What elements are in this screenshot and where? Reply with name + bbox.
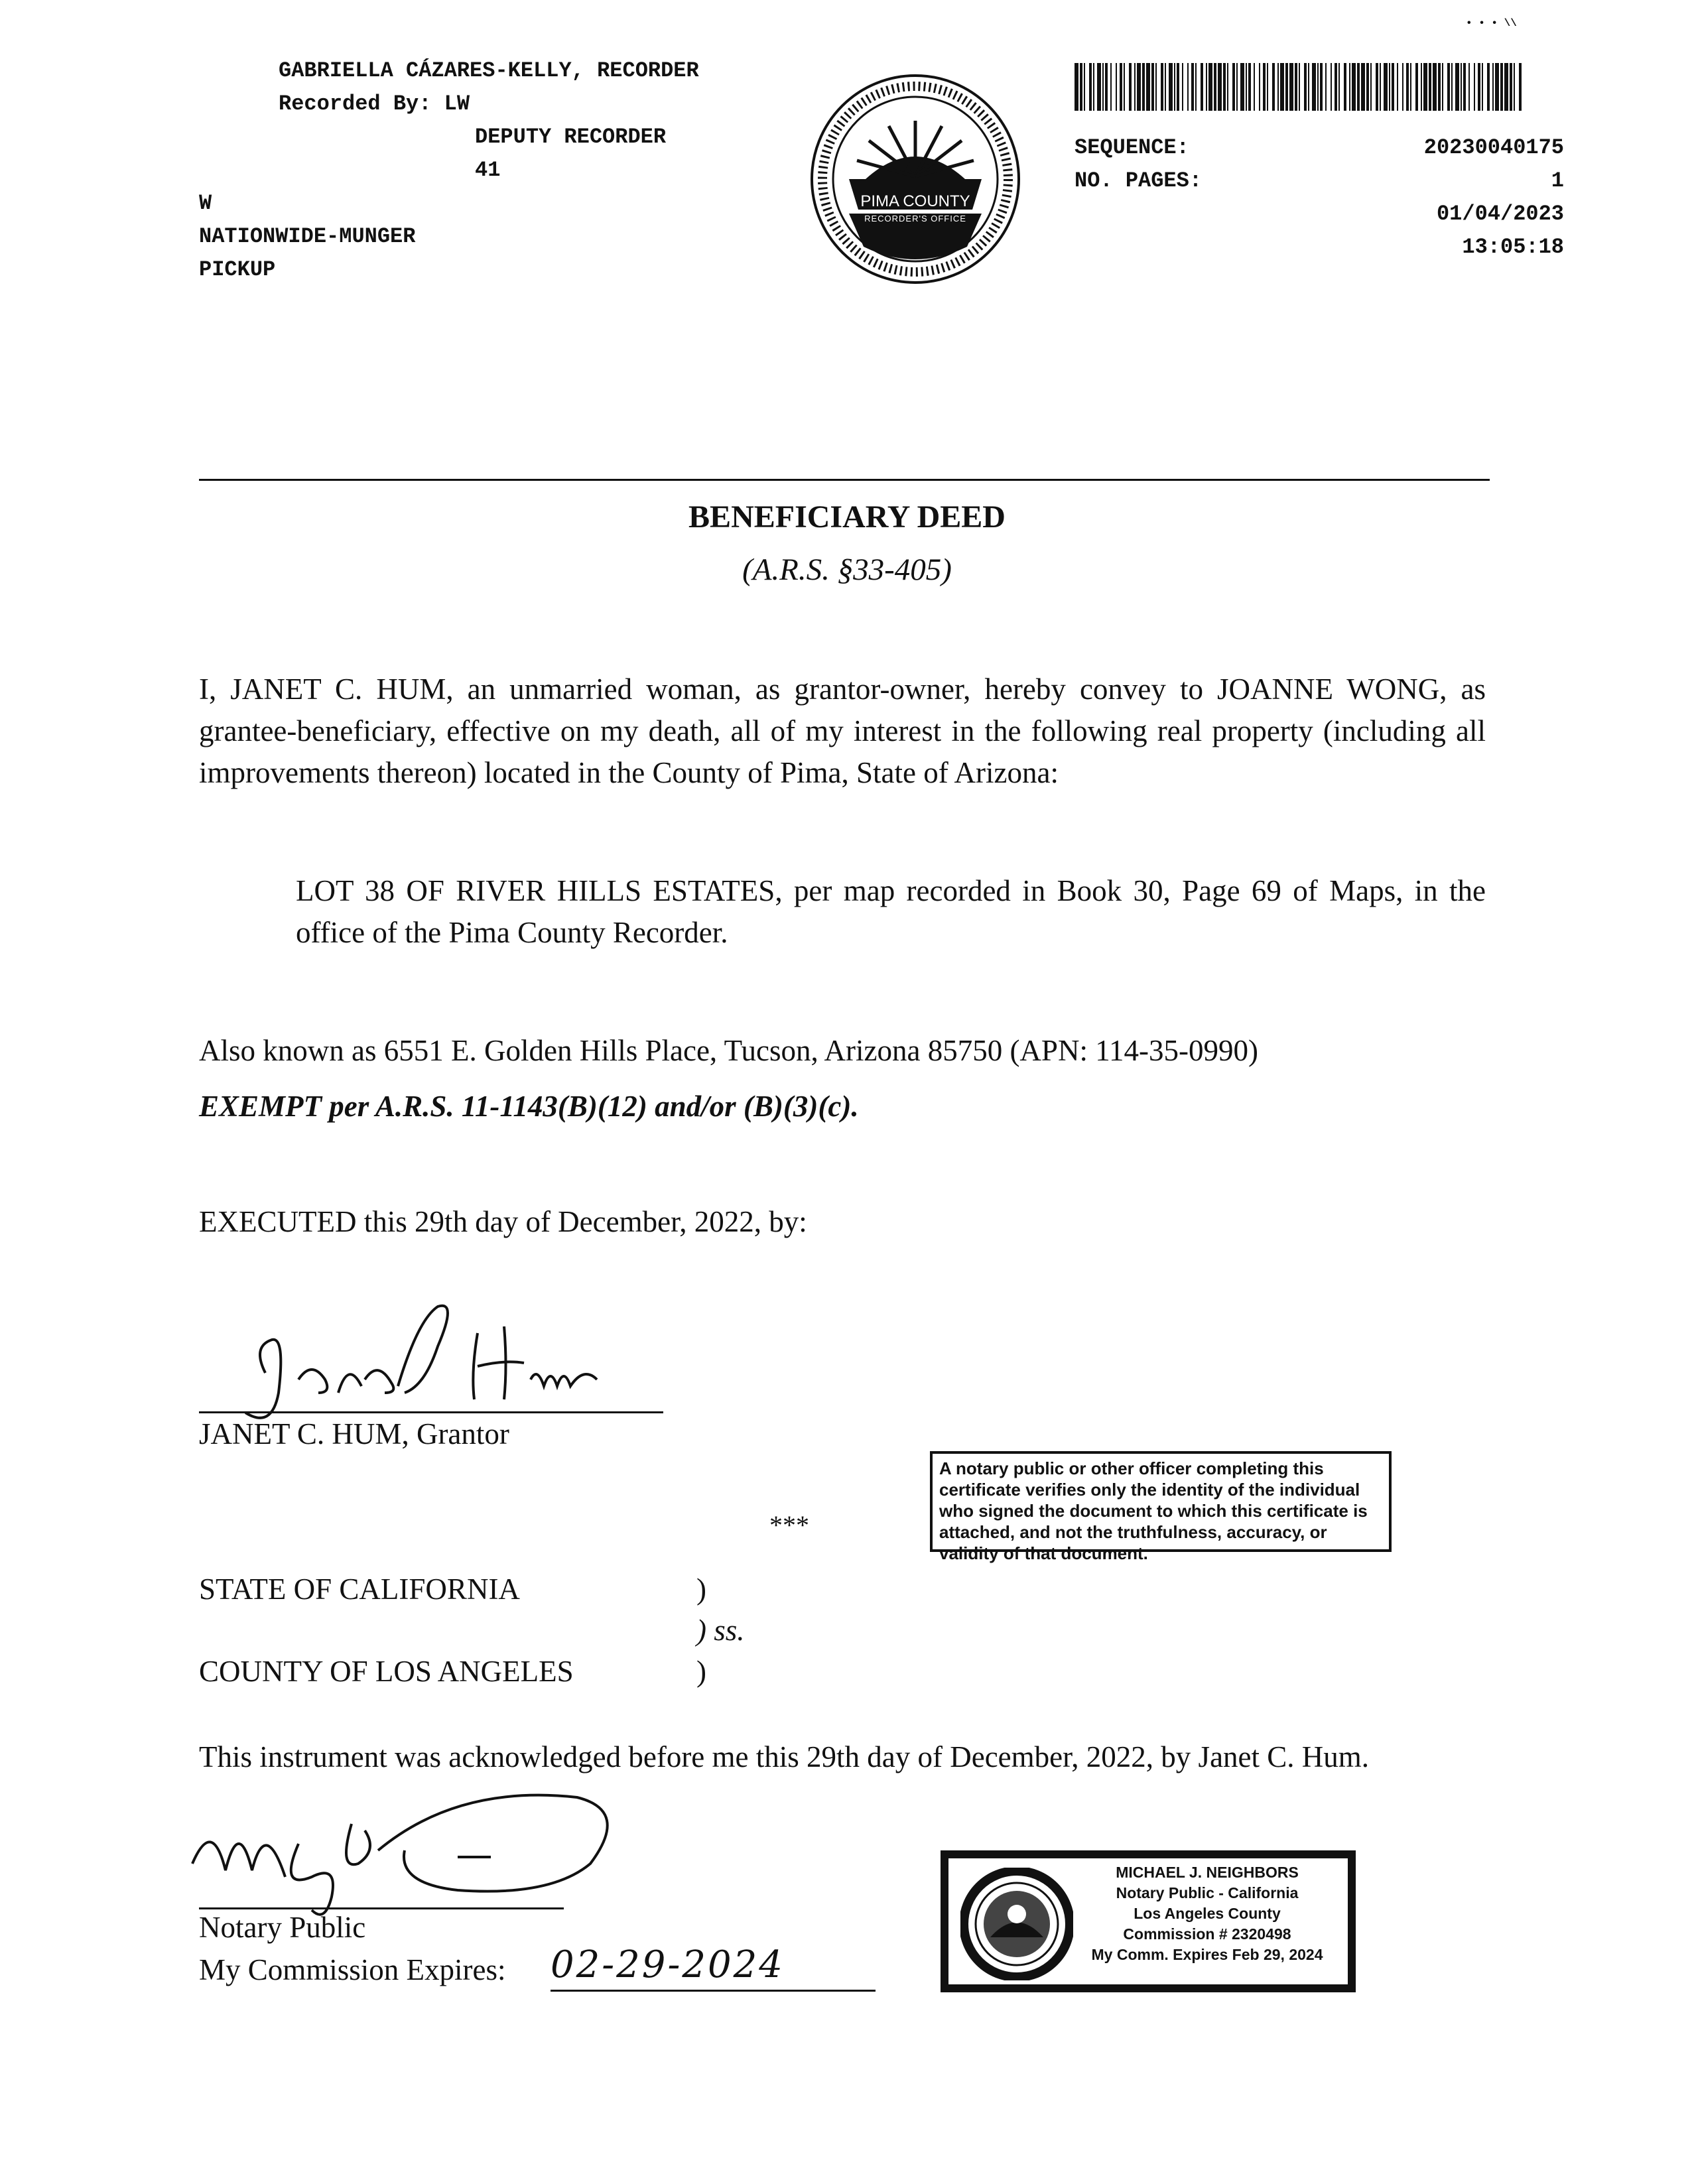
venue-paren-1: ): [696, 1573, 706, 1606]
return-company: NATIONWIDE-MUNGER: [199, 224, 416, 249]
stamp-commission: Commission # 2320498: [1123, 1925, 1291, 1943]
return-block: [199, 187, 415, 287]
document-subtitle: (A.R.S. §33-405): [742, 552, 952, 587]
county-seal-graphic: [809, 73, 1021, 285]
sequence-values: [1260, 131, 1564, 264]
state-seal-icon: [960, 1868, 1073, 1980]
return-code: W: [199, 191, 212, 216]
notary-stamp: [941, 1850, 1356, 1992]
recorded-by: Recorded By: LW: [279, 92, 470, 116]
stamp-county: Los Angeles County: [1134, 1905, 1281, 1922]
county-seal: [809, 73, 1021, 285]
stamp-expires: My Comm. Expires Feb 29, 2024: [1091, 1946, 1323, 1963]
legal-description: LOT 38 OF RIVER HILLS ESTATES, per map recorded in Book 30, Page 69 of Maps, in the office of the Pima County Recorder.: [296, 874, 1486, 949]
grantor-label: JANET C. HUM, Grantor: [199, 1417, 509, 1450]
separator-stars: ***: [769, 1510, 809, 1540]
commission-date: 02-29-2024: [551, 1943, 785, 1986]
seal-text-county: PIMA COUNTY: [860, 192, 970, 210]
sequence-label: SEQUENCE:: [1075, 135, 1189, 160]
document-title: BENEFICIARY DEED: [688, 499, 1006, 535]
venue-paren-2: ): [696, 1655, 706, 1688]
notary-disclaimer-box: A notary public or other officer completing this certificate verifies only the identity of the individual who signed the document to which this certificate is attached, and not the truthfulness, accuracy, or validity of that document.: [930, 1451, 1392, 1552]
deputy-number: 41: [475, 158, 501, 182]
record-time: 13:05:18: [1462, 235, 1564, 259]
page-count: 1: [1551, 168, 1564, 193]
sequence-number: 20230040175: [1423, 135, 1564, 160]
seal-text-office: RECORDER'S OFFICE: [864, 214, 966, 224]
recorder-name: GABRIELLA CÁZARES-KELLY, RECORDER: [279, 58, 699, 83]
commission-line: [551, 1990, 876, 1992]
grantor-signature-line: [199, 1411, 663, 1413]
acknowledgment: This instrument was acknowledged before me this 29th day of December, 2022, by Janet C. Hum.: [199, 1740, 1370, 1773]
record-date: 01/04/2023: [1436, 202, 1564, 226]
sequence-labels: [1075, 131, 1202, 198]
exemption-line: EXEMPT per A.R.S. 11-1143(B)(12) and/or (B)(3)(c).: [199, 1090, 859, 1123]
stamp-text: [1075, 1862, 1340, 1965]
executed-line: EXECUTED this 29th day of December, 2022, by:: [199, 1205, 807, 1238]
return-pickup: PICKUP: [199, 257, 276, 282]
header-divider: [199, 479, 1490, 481]
corner-marks: • • • \\: [1466, 17, 1517, 29]
deputy-block: [475, 121, 666, 187]
notary-signature-line: [199, 1907, 564, 1909]
stamp-name: MICHAEL J. NEIGHBORS: [1116, 1864, 1299, 1881]
pages-label: NO. PAGES:: [1075, 168, 1203, 193]
property-address: Also known as 6551 E. Golden Hills Place, Tucson, Arizona 85750 (APN: 114-35-0990): [199, 1034, 1258, 1067]
barcode: [1075, 63, 1526, 111]
barcode-graphic: [1075, 63, 1526, 111]
conveyance-paragraph: I, JANET C. HUM, an unmarried woman, as grantor-owner, hereby convey to JOANNE WONG, as grantee-beneficiary, effective on my death, all of my interest in the following real property (including all improvements thereon) located in the County of Pima, State of Arizona:: [199, 673, 1486, 789]
venue-ss: ) ss.: [696, 1614, 745, 1647]
deputy-label: DEPUTY RECORDER: [475, 125, 667, 149]
stamp-title: Notary Public - California: [1116, 1884, 1299, 1901]
commission-label: My Commission Expires:: [199, 1953, 506, 1986]
recorder-block: [279, 54, 699, 121]
notary-label: Notary Public: [199, 1911, 366, 1944]
venue-state: STATE OF CALIFORNIA: [199, 1573, 520, 1606]
venue-county: COUNTY OF LOS ANGELES: [199, 1655, 574, 1688]
